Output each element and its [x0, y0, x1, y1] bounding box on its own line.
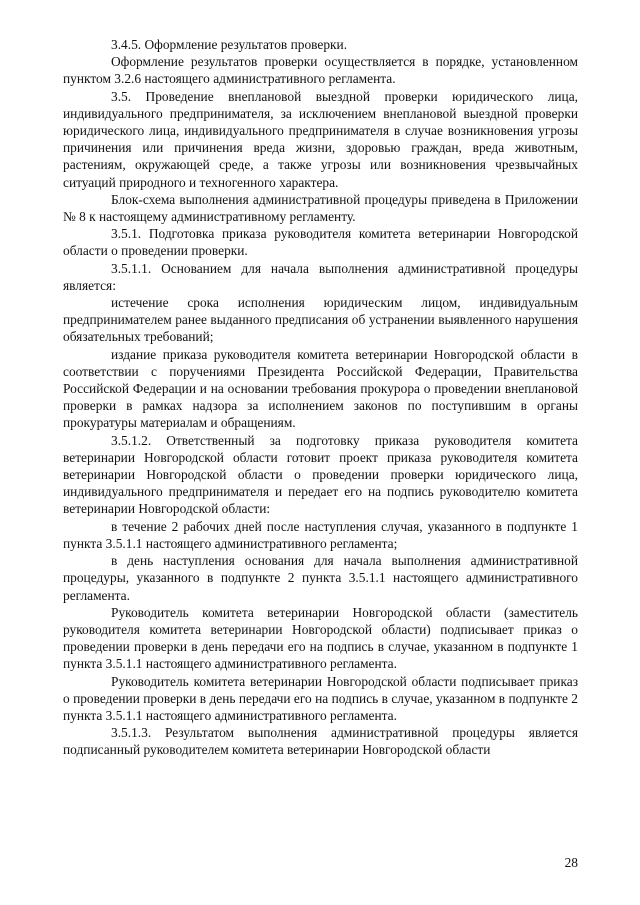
paragraph-signing-2: Руководитель комитета ветеринарии Новгородской области подписывает приказ о проведении проверки в день передачи его на подпись в случае, указанном в подпункте 2 пункта 3.5.1.1 настоящего административного регламента.	[63, 673, 578, 723]
paragraph-3-5-1: 3.5.1. Подготовка приказа руководителя комитета ветеринарии Новгородской области о проведении проверки.	[63, 226, 578, 259]
paragraph-3-4-5-heading: 3.4.5. Оформление результатов проверки.	[111, 37, 348, 52]
paragraph-signing-1: Руководитель комитета ветеринарии Новгородской области (заместитель руководителя комитета ветеринарии Новгородской области) подписывает приказ о проведении проверки в день передачи его на подпись в случае, указанном в подпункте 1 пункта 3.5.1.1 настоящего административного регламента.	[63, 604, 578, 672]
page-number: 28	[564, 855, 578, 870]
paragraph-3-5: 3.5. Проведение внеплановой выездной проверки юридического лица, индивидуального предпринимателя, за исключением внеплановой выездной проверки юридического лица, индивидуального предпринимателя в случае возникновения угрозы причинения или причинения вреда жизни, здоровью граждан, вреда животным, растениям, окружающей среде, а также угрозы или возникновения чрезвычайных ситуаций природного и техногенного характера.	[63, 88, 578, 190]
paragraph-ground-2: издание приказа руководителя комитета ветеринарии Новгородской области в соответствии с поручениями Президента Российской Федерации, Правительства Российской Федерации и на основании требования прокурора о проведении внеплановой проверки в рамках надзора за исполнением законов по поступившим в органы прокуратуры материалам и обращениям.	[63, 346, 578, 431]
paragraph-3-5-1-2: 3.5.1.2. Ответственный за подготовку приказа руководителя комитета ветеринарии Новгородской области готовит проект приказа руководителя комитета ветеринарии Новгородской области о проведении проверки юридического лица, индивидуального предпринимателя и передает его на подпись руководителю комитета ветеринарии Новгородской области:	[63, 432, 578, 517]
paragraph-term-1: в течение 2 рабочих дней после наступления случая, указанного в подпункте 1 пункта 3.5.1.1 настоящего административного регламента;	[63, 518, 578, 551]
paragraph-3-5-1-1: 3.5.1.1. Основанием для начала выполнения административной процедуры является:	[63, 260, 578, 293]
paragraph-ground-1: истечение срока исполнения юридическим лицом, индивидуальным предпринимателем ранее выданного предписания об устранении выявленного нарушения обязательных требований;	[63, 295, 578, 345]
paragraph-3-5-1-3: 3.5.1.3. Результатом выполнения административной процедуры является подписанный руководителем комитета ветеринарии Новгородской области	[63, 725, 578, 758]
paragraph-block-scheme: Блок-схема выполнения административной процедуры приведена в Приложении № 8 к настоящему административному регламенту.	[63, 191, 578, 225]
paragraph-term-2: в день наступления основания для начала выполнения административной процедуры, указанного в подпункте 2 пункта 3.5.1.1 настоящего административного регламента.	[63, 553, 578, 603]
paragraph-3-4-5-text: Оформление результатов проверки осуществляется в порядке, установленном пунктом 3.2.6 настоящего административного регламента.	[63, 54, 578, 87]
document-body	[63, 36, 578, 759]
